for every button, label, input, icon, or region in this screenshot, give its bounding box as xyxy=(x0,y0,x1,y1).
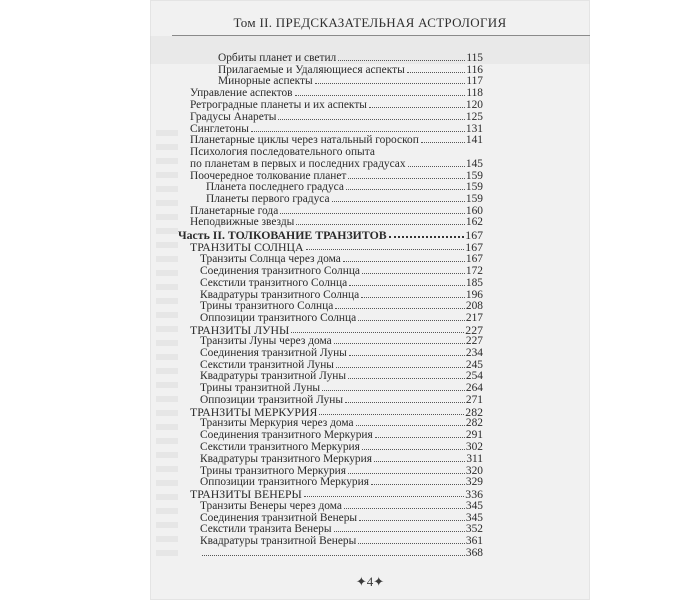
toc-dot-leader xyxy=(348,378,465,379)
toc-page-number: 167 xyxy=(465,253,483,265)
toc-dot-leader xyxy=(358,320,465,321)
page-number: ✦4✦ xyxy=(355,574,385,589)
toc-dot-leader xyxy=(349,285,465,286)
toc-entry-title: ТРАНЗИТЫ СОЛНЦА xyxy=(190,240,304,254)
toc-entry xyxy=(200,545,483,559)
toc-page-number: 217 xyxy=(465,312,483,324)
toc-page-number: 117 xyxy=(466,75,483,87)
toc-page-number: 227 xyxy=(465,323,483,337)
toc-page-number: 352 xyxy=(465,523,483,535)
toc-dot-leader xyxy=(338,60,465,61)
toc-entry-title: Квадратуры транзитного Солнца xyxy=(200,289,360,301)
toc-entry-title: ТРАНЗИТЫ ВЕНЕРЫ xyxy=(190,487,302,501)
toc-dot-leader xyxy=(421,142,465,143)
toc-page-number: 120 xyxy=(465,99,483,111)
toc-entry-title: Градусы Анареты xyxy=(190,111,277,123)
toc-page-number: 227 xyxy=(465,335,483,347)
toc-entry-title: Орбиты планет и светил xyxy=(218,52,337,64)
toc-entry-title: Планетарные года xyxy=(190,205,279,217)
toc-page-number: 282 xyxy=(465,405,483,419)
toc-entry-title: Соединения транзитной Венеры xyxy=(200,512,358,524)
toc-dot-leader xyxy=(408,166,465,167)
toc-entry-title: Прилагаемые и Удаляющиеся аспекты xyxy=(218,64,405,76)
toc-entry-title: Психология последовательного опыта xyxy=(190,146,375,158)
toc-dot-leader xyxy=(335,308,465,309)
toc-dot-leader xyxy=(295,95,466,96)
toc-entry-title: Часть II. ТОЛКОВАНИЕ ТРАНЗИТОВ xyxy=(178,228,387,242)
toc-entry-title: Соединения транзитного Меркурия xyxy=(200,429,373,441)
toc-entry-title: Соединения транзитного Солнца xyxy=(200,265,360,277)
toc-dot-leader xyxy=(375,437,465,438)
toc-entry-title: Квадратуры транзитной Венеры xyxy=(200,535,357,547)
toc-entry-title: Секстили транзитной Луны xyxy=(200,359,334,371)
toc-page-number: 302 xyxy=(465,441,483,453)
toc-dot-leader xyxy=(315,83,466,84)
table-of-contents xyxy=(150,0,590,600)
toc-entry-title: по планетам в первых и последних градусах xyxy=(190,158,406,170)
toc-dot-leader xyxy=(332,201,465,202)
toc-dot-leader xyxy=(389,236,465,238)
toc-page-number: 159 xyxy=(465,170,483,182)
toc-page-number: 116 xyxy=(466,64,483,76)
toc-entry-title: Транзиты Солнца через дома xyxy=(200,253,341,265)
toc-dot-leader xyxy=(304,496,464,497)
toc-dot-leader xyxy=(296,224,465,225)
toc-dot-leader xyxy=(306,249,465,250)
toc-page-number: 361 xyxy=(465,535,483,547)
toc-page-number: 167 xyxy=(465,240,483,254)
toc-dot-leader xyxy=(346,189,465,190)
toc-dot-leader xyxy=(334,343,465,344)
toc-dot-leader xyxy=(349,355,465,356)
toc-page-number: 368 xyxy=(465,547,483,559)
toc-entry-title: Трины транзитного Солнца xyxy=(200,300,334,312)
toc-entry-title: Оппозиции транзитного Меркурия xyxy=(200,476,369,488)
toc-entry-title: Оппозиции транзитной Луны xyxy=(200,394,344,406)
toc-dot-leader xyxy=(356,425,465,426)
toc-entry-title: Управление аспектов xyxy=(190,87,293,99)
toc-dot-leader xyxy=(358,543,465,544)
toc-entry-title: Секстили транзита Венеры xyxy=(200,523,332,535)
book-page xyxy=(150,0,590,600)
toc-page-number: 291 xyxy=(465,429,483,441)
toc-page-number: 159 xyxy=(465,193,483,205)
toc-page-number: 245 xyxy=(465,359,483,371)
toc-page-number: 336 xyxy=(465,487,483,501)
toc-entry-title: Поочередное толкование планет xyxy=(190,170,347,182)
toc-entry-title: ТРАНЗИТЫ ЛУНЫ xyxy=(190,323,290,337)
toc-page-number: 320 xyxy=(465,465,483,477)
toc-dot-leader xyxy=(374,461,465,462)
toc-dot-leader xyxy=(202,555,465,556)
toc-page-number: 167 xyxy=(465,228,483,242)
toc-entry-title: Квадратуры транзитной Луны xyxy=(200,370,347,382)
toc-entry-title: Трины транзитного Меркурия xyxy=(200,465,346,477)
toc-entry-title: Трины транзитной Луны xyxy=(200,382,321,394)
toc-entry-title: Планеты первого градуса xyxy=(206,193,330,205)
toc-entry-title: Соединения транзитной Луны xyxy=(200,347,347,359)
toc-entry-title: Квадратуры транзитного Меркурия xyxy=(200,453,372,465)
toc-entry-title: Минорные аспекты xyxy=(218,75,313,87)
toc-page-number: 254 xyxy=(465,370,483,382)
toc-dot-leader xyxy=(278,119,464,120)
toc-entry-title: Неподвижные звезды xyxy=(190,216,295,228)
toc-dot-leader xyxy=(344,508,465,509)
toc-page-number: 329 xyxy=(465,476,483,488)
toc-page-number: 162 xyxy=(465,216,483,228)
toc-entry-title: Ретроградные планеты и их аспекты xyxy=(190,99,367,111)
toc-entry-title: Секстили транзитного Солнца xyxy=(200,277,348,289)
toc-dot-leader xyxy=(322,390,465,391)
toc-page-number: 125 xyxy=(465,111,483,123)
toc-entry-title: Синглетоны xyxy=(190,123,249,135)
toc-page-number: 345 xyxy=(465,500,483,512)
toc-entry-title: Секстили транзитного Меркурия xyxy=(200,441,360,453)
toc-entry-title: Планета последнего градуса xyxy=(206,181,344,193)
toc-page-number: 264 xyxy=(465,382,483,394)
toc-page-number: 131 xyxy=(465,123,483,135)
toc-page-number: 185 xyxy=(465,277,483,289)
toc-page-number: 160 xyxy=(465,205,483,217)
toc-page-number: 145 xyxy=(465,158,483,170)
toc-dot-leader xyxy=(345,402,465,403)
toc-page-number: 115 xyxy=(466,52,483,64)
toc-entry-title: Транзиты Венеры через дома xyxy=(200,500,342,512)
toc-page-number: 271 xyxy=(465,394,483,406)
toc-page-number: 172 xyxy=(465,265,483,277)
toc-dot-leader xyxy=(362,449,465,450)
toc-page-number: 208 xyxy=(465,300,483,312)
toc-page-number: 311 xyxy=(466,453,483,465)
toc-page-number: 196 xyxy=(465,289,483,301)
toc-page-number: 141 xyxy=(465,134,483,146)
toc-page-number: 282 xyxy=(465,417,483,429)
toc-entry-title: Транзиты Луны через дома xyxy=(200,335,332,347)
toc-entry-title: ТРАНЗИТЫ МЕРКУРИЯ xyxy=(190,405,318,419)
toc-page-number: 118 xyxy=(466,87,483,99)
running-header: Том II. ПРЕДСКАЗАТЕЛЬНАЯ АСТРОЛОГИЯ xyxy=(233,15,507,30)
toc-entry-title: Планетарные циклы через натальный гороскоп xyxy=(190,134,419,146)
toc-entry-title: Оппозиции транзитного Солнца xyxy=(200,312,357,324)
toc-dot-leader xyxy=(334,531,465,532)
toc-dot-leader xyxy=(343,261,465,262)
toc-dot-leader xyxy=(371,484,465,485)
toc-dot-leader xyxy=(369,107,465,108)
toc-entry xyxy=(190,214,483,228)
toc-entry-title: Транзиты Меркурия через дома xyxy=(200,417,354,429)
toc-page-number: 234 xyxy=(465,347,483,359)
toc-dot-leader xyxy=(362,273,465,274)
toc-page-number: 159 xyxy=(465,181,483,193)
toc-page-number: 345 xyxy=(465,512,483,524)
